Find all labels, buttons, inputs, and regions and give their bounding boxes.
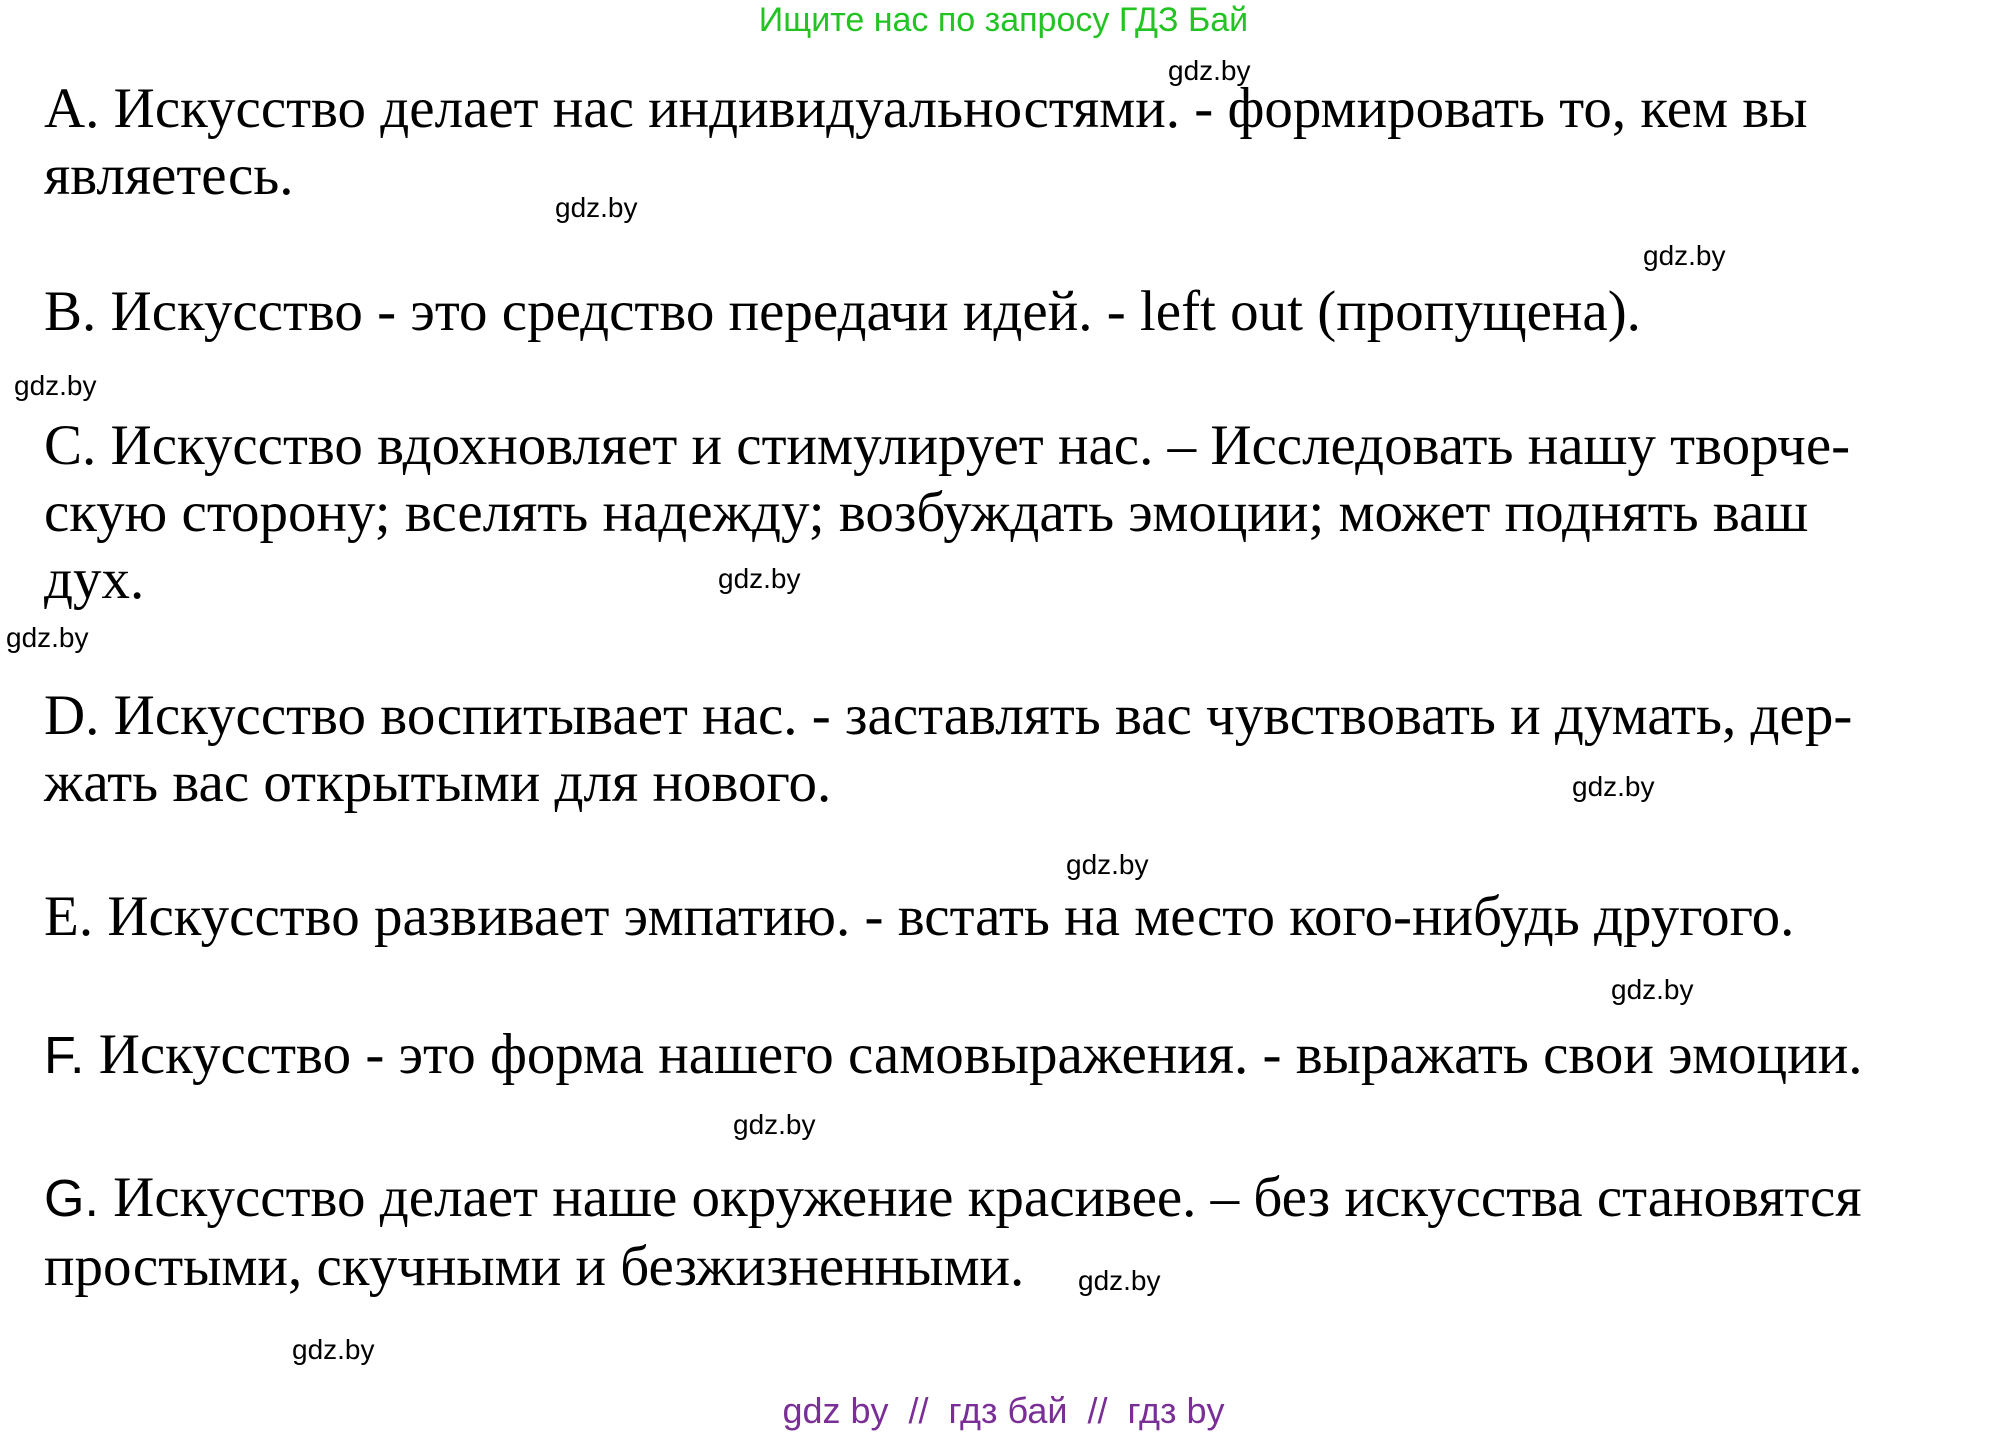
- item-letter: A.: [44, 77, 100, 140]
- item-letter: E.: [44, 885, 94, 948]
- footer-links: gdz by // гдз бай // гдз by: [782, 1390, 1225, 1431]
- watermark: gdz.by: [555, 192, 638, 223]
- watermark: gdz.by: [1572, 771, 1655, 802]
- paragraph-line: [44, 1164, 1964, 1233]
- paragraph-line: [44, 278, 1964, 345]
- watermark: gdz.by: [1066, 849, 1149, 880]
- paragraph-line: [44, 75, 1964, 142]
- paragraph-g: [44, 1164, 1964, 1300]
- watermark: gdz.by: [292, 1334, 375, 1365]
- paragraph-d: [44, 682, 1964, 816]
- watermark: gdz.by: [733, 1109, 816, 1140]
- item-text: Искусство - это средство передачи идей. - left out (пропущена).: [110, 280, 1641, 343]
- item-text: Искусство воспитывает нас. - заставлять вас чувствовать и думать, дер-: [113, 684, 1853, 747]
- item-letter: F.: [44, 1027, 85, 1085]
- paragraph-line: жать вас открытыми для нового.: [44, 751, 832, 814]
- watermark: gdz.by: [1078, 1265, 1161, 1296]
- paragraph-line: дух.: [44, 548, 145, 611]
- item-letter: C.: [44, 414, 97, 477]
- top-banner: Ищите нас по запросу ГДЗ Бай: [758, 1, 1249, 39]
- watermark: gdz.by: [1643, 240, 1726, 271]
- paragraph-c: [44, 412, 1964, 613]
- paragraph-line: простыми, скучными и безжизненными.: [44, 1235, 1025, 1298]
- paragraph-line: [44, 883, 1964, 950]
- item-letter: B.: [44, 280, 97, 343]
- item-text: Искусство делает нас индивидуальностями. - формировать то, кем вы: [113, 77, 1808, 140]
- paragraph-f: [44, 1021, 1964, 1090]
- watermark: gdz.by: [1611, 974, 1694, 1005]
- item-text: Искусство - это форма нашего самовыражения. - выражать свои эмоции.: [98, 1023, 1863, 1086]
- item-text: Искусство развивает эмпатию. - встать на место кого-нибудь другого.: [107, 885, 1795, 948]
- item-letter: G.: [44, 1170, 99, 1228]
- watermark: gdz.by: [1168, 55, 1251, 86]
- item-letter: D.: [44, 684, 100, 747]
- paragraph-line: являетесь.: [44, 144, 294, 207]
- paragraph-a: [44, 75, 1964, 209]
- item-text: Искусство делает наше окружение красивее. – без искусства становятся: [113, 1166, 1862, 1229]
- watermark: gdz.by: [718, 563, 801, 594]
- paragraph-e: [44, 883, 1964, 950]
- paragraph-line: [44, 412, 1964, 479]
- paragraph-b: [44, 278, 1964, 345]
- paragraph-line: [44, 1021, 1964, 1090]
- item-text: Искусство вдохновляет и стимулирует нас. – Исследовать нашу творче-: [110, 414, 1851, 477]
- watermark: gdz.by: [14, 370, 97, 401]
- watermark: gdz.by: [6, 622, 89, 653]
- paragraph-line: [44, 682, 1964, 749]
- paragraph-line: скую сторону; вселять надежду; возбуждать эмоции; может поднять ваш: [44, 481, 1809, 544]
